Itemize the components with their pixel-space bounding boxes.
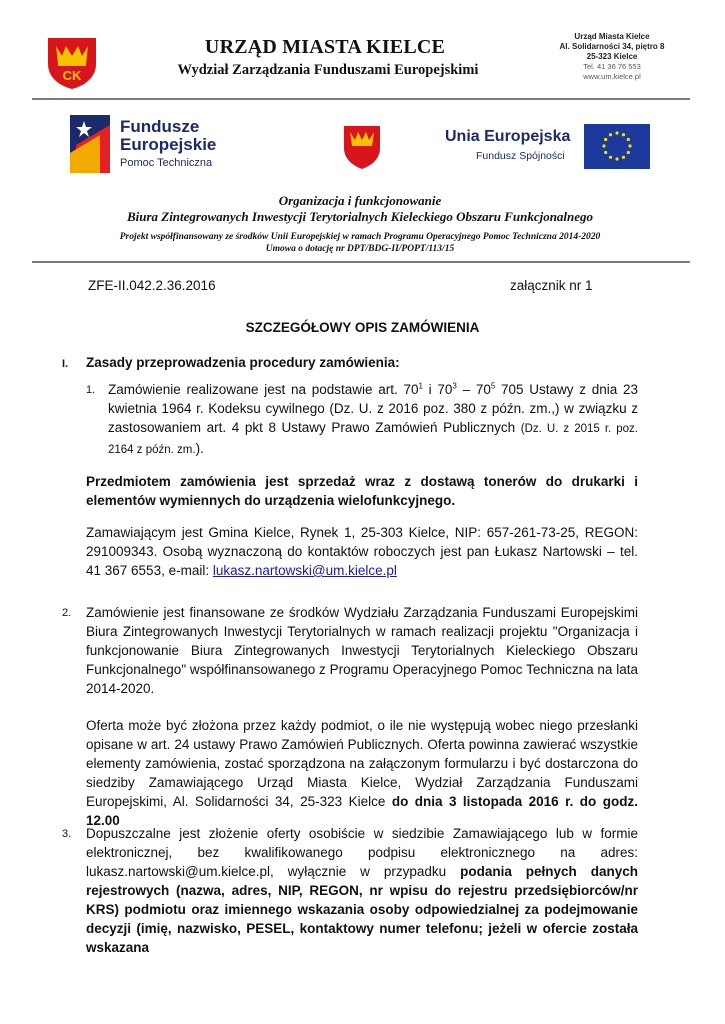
fundusze-europejskie-logo (70, 115, 240, 175)
list-number: 2. (62, 607, 72, 619)
address-line: Urząd Miasta Kielce (574, 32, 650, 41)
project-line-3: Projekt współfinansowany ze środków Unii Europejskiej w ramach Programu Operacyjnego Pomoc Techniczna 2014-2020 (119, 232, 601, 242)
deadline: do dnia 3 listopada 2016 r. do godz. 12.00 (86, 794, 638, 828)
fe-logo-text-1: Fundusze (120, 117, 200, 136)
website: www.um.kielce.pl (583, 72, 641, 81)
fe-logo-text-2: Europejskie (120, 135, 217, 154)
order-subject: Przedmiotem zamówienia jest sprzedaż wraz z dostawą tonerów do drukarki i elementów wymiennych do urządzenia wielofunkcyjnego. (86, 474, 638, 508)
paragraph-1: Zamówienie realizowane jest na podstawie art. $70^1$ i $70^3 - 70^5$ 705 Ustawy z dnia 23 kwietnia 1964 r. Kodeksu cywilnego (Dz. U. z 2016 poz. 380 z późn. zm.,) w związku z zastosowaniem art. 4 pkt 8 Ustawy Prawo Zamówień Publicznych (Dz. U. z 2015 r. poz. 2164 z późn. zm.). (108, 381, 638, 456)
section-title: Zasady przeprowadzenia procedury zamówienia: (86, 355, 400, 370)
office-title: URZĄD MIASTA KIELCE (204, 36, 446, 58)
paragraph-2b: Oferta może być złożona przez każdy podmiot, o ile nie występują wobec niego przesłanki opisane w art. 24 ustawy Prawo Zamówień Publicznych. Oferta powinna zawierać wszystkie elementy zamówienia, zostać sporządzona na załączonym formularzu i być dostarczona do siedziby Zamawiającego Urząd Miasta Kielce, Wydział Zarządzania Funduszami Europejskimi, Al. Solidarności 34, 25-323 Kielce do dnia 3 listopada 2016 r. do godz. 12.00 (86, 718, 638, 828)
fe-logo-text-3: Pomoc Techniczna (120, 157, 213, 169)
list-number: 1. (86, 384, 96, 396)
city-crest-logo (44, 34, 100, 90)
department-name: Wydział Zarządzania Funduszami Europejskimi (177, 62, 479, 78)
section-number: I. (62, 358, 69, 370)
contact-email-link[interactable]: lukasz.nartowski@um.kielce.pl (212, 563, 397, 578)
contact-paragraph: Zamawiającym jest Gmina Kielce, Rynek 1, 25-303 Kielce, NIP: 657-261-73-25, REGON: 291009343. Osobą wyznaczoną do kontaktów roboczych jest pan Łukasz Nartowski – tel. 41 367 6553, e-mail: lukasz.nartowski@um.kielce.pl (86, 525, 638, 578)
list-number: 3. (62, 828, 72, 840)
office-address-block (532, 32, 692, 82)
project-line-2: Biura Zintegrowanych Inwestycji Terytorialnych Kieleckiego Obszaru Funkcjonalnego (126, 209, 594, 224)
eu-flag-icon (584, 124, 650, 169)
project-title (40, 193, 680, 225)
ue-logo-text-2: Fundusz Spójności (476, 150, 565, 162)
address-line: Al. Solidarności 34, piętro 8 (559, 42, 665, 51)
document-title: SZCZEGÓŁOWY OPIS ZAMÓWIENIA (245, 320, 480, 335)
project-line-4: Umowa o dotację nr DPT/BDG-II/POPT/113/15 (265, 244, 455, 254)
paragraph-3: Dopuszczalne jest złożenie oferty osobiście w siedzibie Zamawiającego lub w formie elektronicznej, bez kwalifikowanego podpisu elektronicznego na adres: lukasz.nartowski@um.kielce.pl, wyłącznie w przypadku podania pełnych danych rejestrowych (nazwa, adres, NIP, REGON, nr wpisu do rejestru przedsiębiorców/nr KRS) podmiotu oraz imiennego wskazania osoby odpowiedzialnej za podejmowanie decyzji (imię, nazwisko, PESEL, kontaktowy numer telefonu; jeżeli w ofercie została wskazana (86, 826, 639, 955)
header-divider (32, 98, 690, 100)
project-divider (32, 261, 690, 263)
phone: Tel. 41 36 76 553 (583, 62, 641, 71)
document-reference: ZFE-II.042.2.36.2016 (88, 278, 216, 293)
ue-logo-text-1: Unia Europejska (445, 128, 571, 145)
crest-letters: CK (62, 68, 82, 83)
project-funding-note (40, 231, 680, 255)
paragraph-2: Zamówienie jest finansowane ze środków Wydziału Zarządzania Funduszami Europejskimi Biura Zintegrowanych Inwestycji Terytorialnych w ramach realizacji projektu "Organizacja i funkcjonowanie Biura Zintegrowanych Inwestycji Terytorialnych Kieleckiego Obszaru Funkcjonalnego" współfinansowanego z Programu Operacyjnego Pomoc Techniczna na lata 2014-2020. (86, 605, 638, 696)
city-crest-small (342, 124, 382, 170)
address-line: 25-323 Kielce (586, 52, 638, 61)
attachment-label: załącznik nr 1 (510, 278, 593, 293)
project-line-1: Organizacja i funkcjonowanie (278, 193, 442, 208)
